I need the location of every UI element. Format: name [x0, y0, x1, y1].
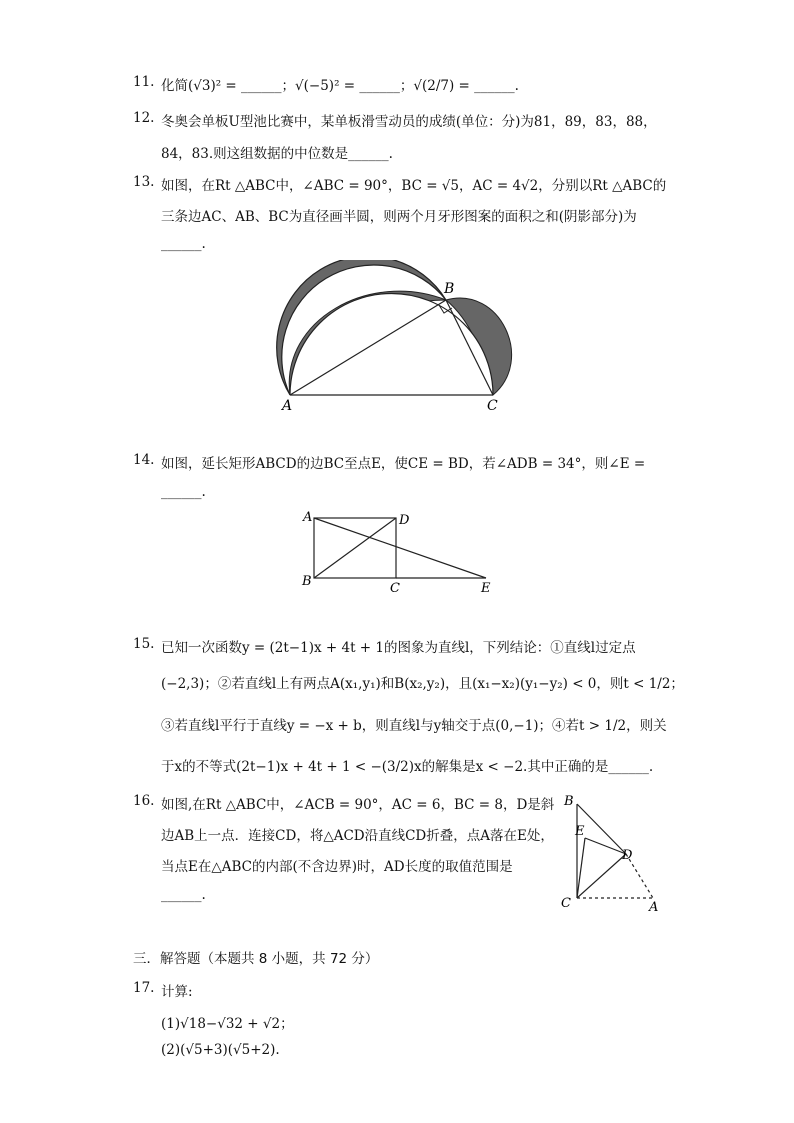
question-line: 冬奥会单板U型池比赛中，某单板滑雪动员的成绩(单位：分)为81，89，83，88，	[161, 114, 657, 130]
svg-text:A: A	[303, 510, 313, 525]
svg-text:D: D	[399, 513, 410, 528]
question-number: 11.	[133, 74, 155, 90]
question-part: (2)(√5+3)(√5+2).	[161, 1042, 280, 1058]
svg-text:C: C	[561, 896, 571, 911]
question-line: 如图，在Rt △ABC中，∠ABC = 90°，BC = √5，AC = 4√2，分别以Rt △ABC的	[161, 178, 667, 194]
question-line: 84，83.则这组数据的中位数是______.	[161, 146, 393, 162]
question-line: 于x的不等式(2t−1)x + 4t + 1 < −(3/2)x的解集是x < −2.其中正确的是______.	[161, 759, 654, 775]
question-line: 如图,在Rt △ABC中，∠ACB = 90°，AC = 6，BC = 8，D是斜	[161, 797, 555, 813]
question-number: 15.	[133, 636, 155, 652]
svg-text:E: E	[481, 581, 491, 596]
svg-text:A: A	[649, 900, 659, 915]
question-intro: 计算:	[161, 984, 193, 1000]
question-line: 三条边AC、AB、BC为直径画半圆，则两个月牙形图案的面积之和(阴影部分)为	[161, 209, 637, 225]
question-number: 16.	[133, 793, 155, 809]
svg-text:E: E	[575, 824, 585, 839]
question-line: (−2,3)；②若直线l上有两点A(x₁,y₁)和B(x₂,y₂)，且(x₁−x₂)(y₁−y₂) < 0，则t < 1/2；	[161, 676, 684, 692]
question-line: ______.	[161, 484, 206, 500]
section-heading: 三．解答题（本题共 8 小题，共 72 分）	[133, 951, 379, 967]
question-line: 已知一次函数y = (2t−1)x + 4t + 1的图象为直线l，下列结论：①直线l过定点	[161, 640, 636, 656]
question-line: 边AB上一点．连接CD，将△ACD沿直线CD折叠，点A落在E处，	[161, 828, 554, 844]
label-b: B	[444, 281, 455, 297]
question-line: 当点E在△ABC的内部(不含边界)时，AD长度的取值范围是	[161, 859, 513, 875]
question-number: 14.	[133, 452, 155, 468]
fold-triangle-figure	[555, 790, 670, 915]
svg-text:B: B	[564, 794, 574, 809]
rectangle-figure	[298, 508, 498, 598]
svg-text:D: D	[622, 848, 633, 863]
svg-text:B: B	[302, 574, 312, 589]
question-number: 12.	[133, 110, 155, 126]
question-line: ③若直线l平行于直线y = −x + b，则直线l与y轴交于点(0,−1)；④若t > 1/2，则关	[161, 718, 667, 734]
svg-text:C: C	[390, 581, 400, 596]
question-line: ______.	[161, 236, 206, 252]
question-part: (1)√18−√32 + √2；	[161, 1016, 294, 1032]
question-number: 13.	[133, 174, 155, 190]
question-line: 如图，延长矩形ABCD的边BC至点E，使CE = BD，若∠ADB = 34°，则∠E =	[161, 456, 646, 472]
question-text: 化简(√3)² = ______；√(−5)² = ______；√(2/7) = ______.	[161, 78, 519, 94]
question-number: 17.	[133, 980, 155, 996]
label-c: C	[487, 398, 498, 414]
label-a: A	[282, 398, 293, 414]
crescent-figure	[270, 260, 530, 415]
question-line: ______.	[161, 887, 206, 903]
